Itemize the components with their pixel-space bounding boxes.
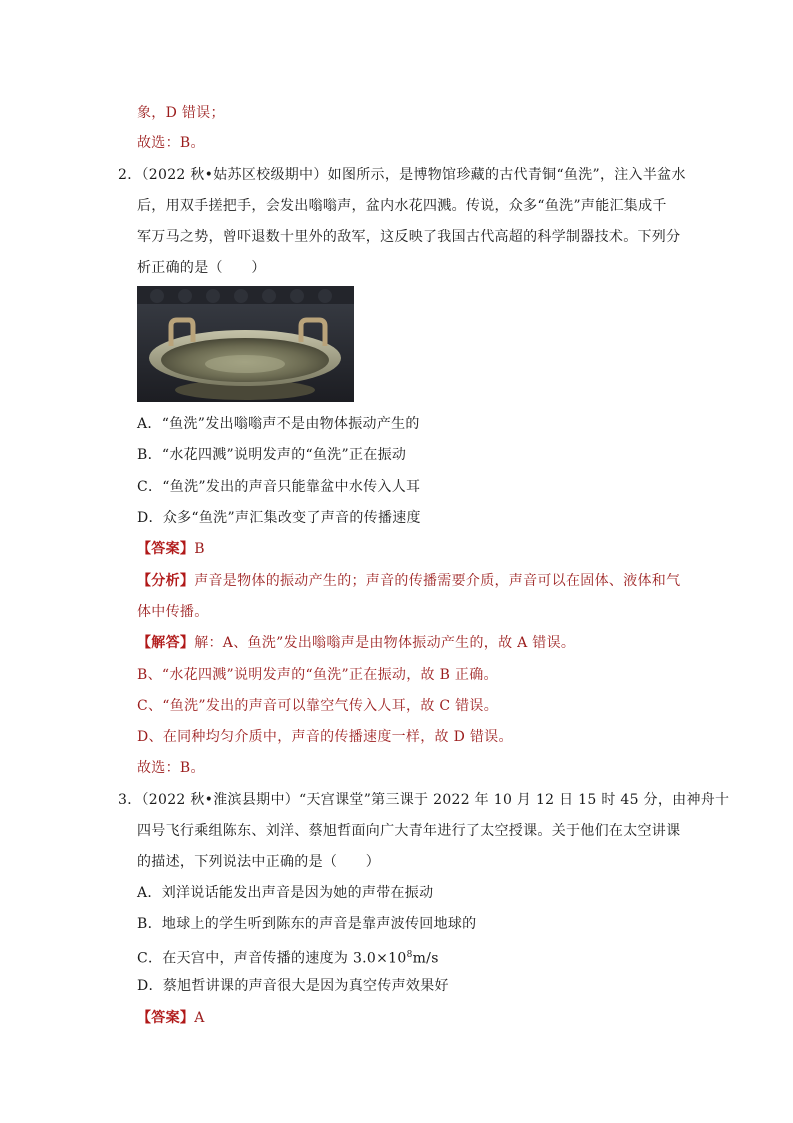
q3-option-c-unit: m/s [412, 950, 439, 967]
q3-answer [137, 1008, 205, 1028]
q3-option-c-exponent: 8 [406, 950, 413, 960]
solution-text-1: 解：A、鱼洗”发出嗡嗡声是由物体振动产生的，故 A 错误。 [194, 635, 576, 651]
q2-stem-line-2: 后，用双手搓把手，会发出嗡嗡声，盆内水花四溅。传说，众多“鱼洗”声能汇集成千 [137, 198, 667, 214]
q2-option-b: B．“水花四溅”说明发声的“鱼洗”正在振动 [137, 447, 407, 463]
q3-answer-tag: 【答案】 [137, 1010, 195, 1026]
analysis-text-1: 声音是物体的振动产生的；声音的传播需要介质，声音可以在固体、液体和气 [194, 573, 681, 589]
analysis-tag: 【分析】 [137, 573, 195, 589]
q2-option-c: C．“鱼洗”发出的声音只能靠盆中水传入人耳 [137, 479, 421, 495]
q2-answer [137, 539, 205, 559]
q3-option-b: B．地球上的学生听到陈东的声音是靠声波传回地球的 [137, 916, 477, 932]
prev-conclusion: 故选：B。 [137, 135, 205, 151]
q2-solution-line-1 [137, 633, 575, 653]
q3-stem-line-1: 3．（2022 秋•淮滨县期中）“天宫课堂”第三课于 2022 年 10 月 12 日 15 时 45 分，由神舟十 [118, 792, 730, 808]
q3-option-a: A．刘洋说话能发出声音是因为她的声带在振动 [137, 885, 434, 901]
q3-answer-value: A [194, 1010, 205, 1026]
solution-tag: 【解答】 [137, 635, 195, 651]
q2-option-a: A．“鱼洗”发出嗡嗡声不是由物体振动产生的 [137, 416, 420, 432]
q3-stem-line-2: 四号飞行乘组陈东、刘洋、蔡旭哲面向广大青年进行了太空授课。关于他们在太空讲课 [137, 823, 681, 839]
q2-analysis-line-2: 体中传播。 [137, 604, 209, 620]
answer-tag: 【答案】 [137, 541, 195, 557]
q2-stem-line-3: 军万马之势，曾吓退数十里外的敌军，这反映了我国古代高超的科学制器技术。下列分 [137, 229, 681, 245]
q2-solution-line-4: D、在同种均匀介质中，声音的传播速度一样，故 D 错误。 [137, 729, 513, 745]
q2-solution-line-3: C、“鱼洗”发出的声音可以靠空气传入人耳，故 C 错误。 [137, 698, 499, 714]
q2-conclusion: 故选：B。 [137, 760, 205, 776]
q2-stem-line-1: 2．（2022 秋•姑苏区校级期中）如图所示，是博物馆珍藏的古代青铜“鱼洗”，注入半盆水 [118, 167, 686, 183]
q3-option-c-text: C．在天宫中，声音传播的速度为 3.0×10 [137, 950, 407, 967]
bronze-fish-basin-photo [137, 286, 354, 402]
q2-stem-line-4: 析正确的是（ ） [137, 260, 266, 276]
answer-value: B [194, 541, 205, 557]
prev-solution-tail: 象，D 错误； [137, 105, 225, 121]
q2-option-d: D．众多“鱼洗”声汇集改变了声音的传播速度 [137, 510, 421, 526]
q2-solution-line-2: B、“水花四溅”说明发声的“鱼洗”正在振动，故 B 正确。 [137, 667, 498, 683]
q2-analysis-line-1 [137, 571, 680, 591]
q3-stem-line-3: 的描述，下列说法中正确的是（ ） [137, 854, 381, 870]
q3-option-d: D．蔡旭哲讲课的声音很大是因为真空传声效果好 [137, 978, 449, 994]
q3-option-c [137, 945, 439, 969]
bronze-fish-basin-illustration [137, 286, 354, 402]
